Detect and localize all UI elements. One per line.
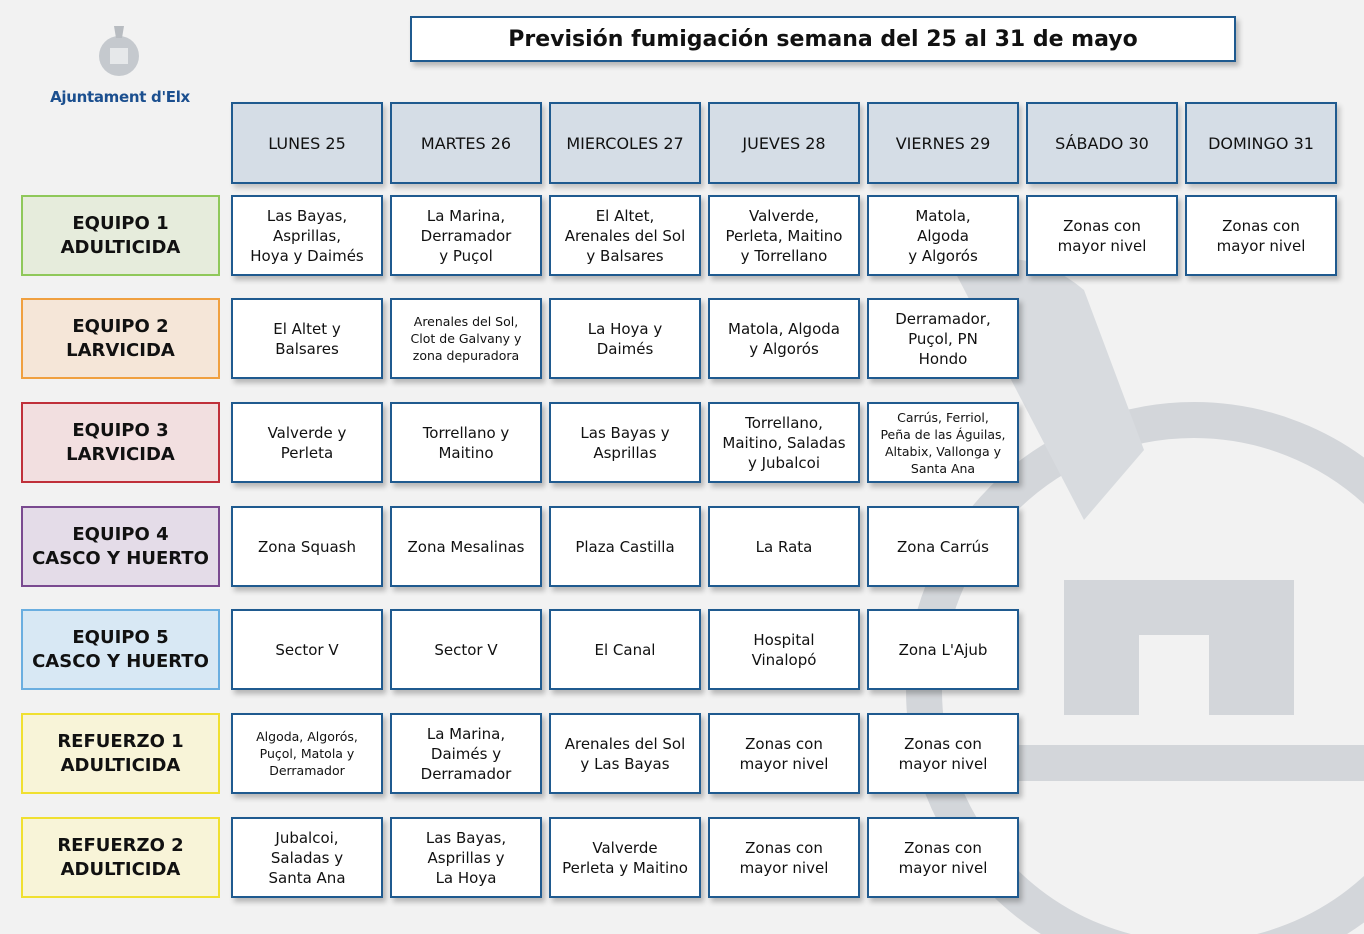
schedule-cell: Derramador, Puçol, PN Hondo (867, 298, 1019, 379)
schedule-cell: Matola, Algoda y Algorós (708, 298, 860, 379)
schedule-cell: Zonas con mayor nivel (708, 817, 860, 898)
page-title: Previsión fumigación semana del 25 al 31 de mayo (410, 16, 1236, 62)
schedule-cell: Torrellano, Maitino, Saladas y Jubalcoi (708, 402, 860, 483)
team-label: REFUERZO 2 ADULTICIDA (21, 817, 220, 898)
schedule-cell: Arenales del Sol, Clot de Galvany y zona depuradora (390, 298, 542, 379)
schedule-cell: El Altet y Balsares (231, 298, 383, 379)
schedule-cell: Zona Carrús (867, 506, 1019, 587)
schedule-cell: La Rata (708, 506, 860, 587)
schedule-cell: La Marina, Daimés y Derramador (390, 713, 542, 794)
team-label: REFUERZO 1 ADULTICIDA (21, 713, 220, 794)
schedule-cell: Zonas con mayor nivel (1026, 195, 1178, 276)
schedule-cell: Zona Mesalinas (390, 506, 542, 587)
schedule-cell: El Altet, Arenales del Sol y Balsares (549, 195, 701, 276)
schedule-cell: Valverde y Perleta (231, 402, 383, 483)
schedule-cell: Las Bayas, Asprillas y La Hoya (390, 817, 542, 898)
schedule-cell: Sector V (390, 609, 542, 690)
brand-name: Ajuntament d'Elx (50, 88, 190, 106)
day-header: MARTES 26 (390, 102, 542, 184)
schedule-cell: Arenales del Sol y Las Bayas (549, 713, 701, 794)
schedule-cell: Matola, Algoda y Algorós (867, 195, 1019, 276)
schedule-cell: La Hoya y Daimés (549, 298, 701, 379)
team-label: EQUIPO 1 ADULTICIDA (21, 195, 220, 276)
schedule-cell: Plaza Castilla (549, 506, 701, 587)
schedule-cell: El Canal (549, 609, 701, 690)
schedule-cell: Hospital Vinalopó (708, 609, 860, 690)
day-header: MIERCOLES 27 (549, 102, 701, 184)
team-label: EQUIPO 4 CASCO Y HUERTO (21, 506, 220, 587)
schedule-cell: Zonas con mayor nivel (867, 817, 1019, 898)
schedule-cell: Torrellano y Maitino (390, 402, 542, 483)
schedule-cell: Zonas con mayor nivel (867, 713, 1019, 794)
day-header: SÁBADO 30 (1026, 102, 1178, 184)
schedule-cell: La Marina, Derramador y Puçol (390, 195, 542, 276)
schedule-cell: Carrús, Ferriol, Peña de las Águilas, Altabix, Vallonga y Santa Ana (867, 402, 1019, 483)
schedule-cell: Valverde, Perleta, Maitino y Torrellano (708, 195, 860, 276)
team-label: EQUIPO 2 LARVICIDA (21, 298, 220, 379)
day-header: LUNES 25 (231, 102, 383, 184)
schedule-cell: Zonas con mayor nivel (1185, 195, 1337, 276)
schedule-cell: Valverde Perleta y Maitino (549, 817, 701, 898)
schedule-cell: Las Bayas y Asprillas (549, 402, 701, 483)
schedule-cell: Las Bayas, Asprillas, Hoya y Daimés (231, 195, 383, 276)
schedule-cell: Zona Squash (231, 506, 383, 587)
ajuntament-logo (96, 22, 142, 78)
schedule-cell: Jubalcoi, Saladas y Santa Ana (231, 817, 383, 898)
team-label: EQUIPO 5 CASCO Y HUERTO (21, 609, 220, 690)
schedule-cell: Sector V (231, 609, 383, 690)
day-header: DOMINGO 31 (1185, 102, 1337, 184)
schedule-cell: Zona L'Ajub (867, 609, 1019, 690)
schedule-cell: Algoda, Algorós, Puçol, Matola y Derramador (231, 713, 383, 794)
day-header: JUEVES 28 (708, 102, 860, 184)
day-header: VIERNES 29 (867, 102, 1019, 184)
schedule-cell: Zonas con mayor nivel (708, 713, 860, 794)
team-label: EQUIPO 3 LARVICIDA (21, 402, 220, 483)
